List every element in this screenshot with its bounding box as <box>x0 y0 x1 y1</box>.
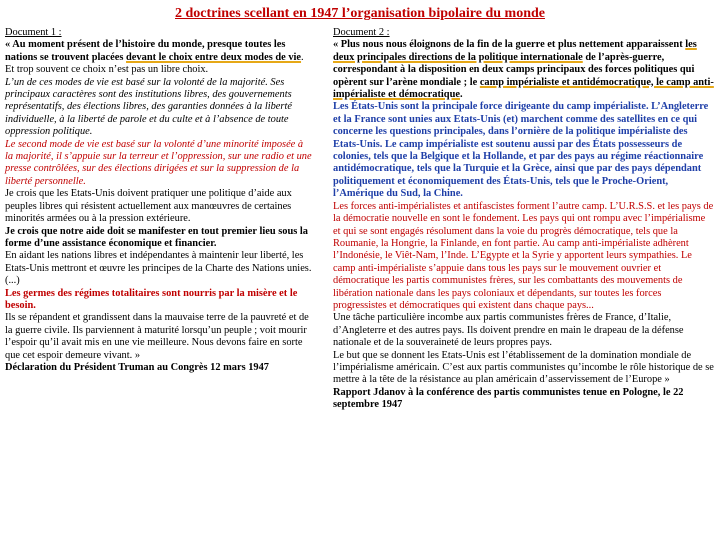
doc1-label: Document 1 : <box>5 27 62 38</box>
doc2-imperialist-camp: Les États-Unis sont la principale force dirigeante du camp impérialiste. L’Angleterre et la France sont unies aux Etats-Unis (et) marchent comme des satellites en ce qui concerne les questions principales, dans l’ornière de la politique impérialiste des Etats-Unis. Le camp impérialiste est soutenu aussi par des États possesseurs de colonies, tels que la Belgique et la Hollande, et par des pays au régime réactionnaire antidémocratique, tels que la Turquie et la Grèce, ainsi que par des pays dépendant politiquement et économiquement des États-Unis, tels que le Proche-Orient, l’Amérique du Sud, la Chine. <box>333 101 709 200</box>
doc2-intro <box>333 39 715 101</box>
doc1-aid: Je crois que notre aide doit se manifester en tout premier lieu sous la forme d’une assistance économique et financier. <box>5 225 308 249</box>
doc1-intro-highlight: devant le choix entre deux modes de vie <box>126 51 302 63</box>
doc2-label: Document 2 : <box>333 27 390 38</box>
doc1-intro-c: . Et trop souvent ce choix n’est pas un libre choix. <box>5 51 304 76</box>
doc1-charter: En aidant les nations libres et indépendantes à maintenir leur liberté, les Etats-Unis mettront et œuvre les principes de la Charte des Nations unies.(...) <box>5 250 312 287</box>
page-title: 2 doctrines scellant en 1947 l’organisation bipolaire du monde <box>175 6 545 21</box>
doc2-communist-task: Une tâche particulière incombe aux partis communistes frères de France, d’Italie, d’Angleterre et des autres pays. Ils doivent prendre en main le drapeau de la défense nationale et de la souveraineté de leurs propres pays. <box>333 312 684 349</box>
document-1 <box>5 27 313 374</box>
doc2-anti-imperialist-camp: Les forces anti-impérialistes et antifascistes forment l’autre camp. L’U.R.S.S. et les pays de la démocratie nouvelle en sont le fondement. Les pays qui ont rompu avec l’impérialisme et qui se sont engagés résolument dans la voie du progrès démocratique, tels que la Roumanie, la Hongrie, la Finlande, en font partie. Au camp anti-impérialiste adhèrent l’Indonésie, le Viêt-Nam, l’Inde. L’Egypte et la Syrie y apportent leurs sympathies. Le camp anti-impérialiste s’appuie dans tous les pays sur le mouvement ouvrier et démocratique les partis communistes frères, sur les combattants des mouvements de libération nationale dans les pays coloniaux et dépendants, sur toutes les forces progressistes et démocratiques qui existent dans chaque pays... <box>333 200 714 311</box>
doc2-intro-highlight-1: les deux principales directions de la politique internationale <box>333 39 697 63</box>
doc1-intro-a: « Au moment présent de l’histoire du monde, presque toutes les nations se trouvent placées <box>5 39 286 63</box>
doc1-mode-minority: Le second mode de vie est basé sur la volonté d’une minorité imposée à la majorité, il s’appuie sur la terreur et l’oppression, sur une radio et une presse contrôlées, sur des élections dirigées et sur la suppression de la liberté personnelle. <box>5 138 312 187</box>
doc1-source: Déclaration du Président Truman au Congrès 12 mars 1947 <box>5 361 269 373</box>
doc2-us-goal: Le but que se donnent les Etats-Unis est l’établissement de la domination mondiale de l’impérialisme américain. C’est aux partis communistes qu’incombe le rôle historique de se mettre à la tête de la résistance au plan américain d’asservissement de l’Europe » <box>333 349 714 386</box>
doc1-intro <box>5 39 313 76</box>
doc1-policy: Je crois que les Etats-Unis doivent pratiquer une politique d’aide aux peuples libres qui résistent actuellement aux manœuvres de certaines minorités armées ou à la pression extérieure. <box>5 188 292 225</box>
doc2-intro-highlight-2: camp impérialiste et antidémocratique, le camp anti-impérialiste et démocratique <box>333 76 714 101</box>
doc1-conclusion: Ils se répandent et grandissent dans la mauvaise terre de la pauvreté et de la guerre civile. Ils parviennent à maturité lorsqu’un peuple ; voit mourir l’espoir qu’il avait mis en une vie meilleure. Nous devons faire en sorte que cet espoir demeure vivant. » <box>5 312 309 361</box>
doc2-intro-a: « Plus nous nous éloignons de la fin de la guerre et plus nettement apparaissent <box>333 39 686 51</box>
doc1-mode-majority: L’un de ces modes de vie est basé sur la volonté de la majorité. Ses principaux caractères sont des institutions libres, des gouvernements représentatifs, des élections libres, des garanties données à la liberté individuelle, à la liberté de parole et du culte et à l’absence de toute oppression politique. <box>5 76 292 138</box>
doc1-totalitarian: Les germes des régimes totalitaires sont nourris par la misère et le besoin. <box>5 287 298 311</box>
doc2-intro-c: de l’après-guerre, correspondant à la disposition en deux camps principaux des forces politiques qui opèrent sur l’arène mondiale ; le <box>333 51 695 88</box>
document-2 <box>333 27 715 412</box>
doc2-intro-e: . <box>459 89 463 101</box>
doc2-source: Rapport Jdanov à la conférence des partis communistes tenue en Pologne, le 22 septembre 1947 <box>333 386 684 411</box>
